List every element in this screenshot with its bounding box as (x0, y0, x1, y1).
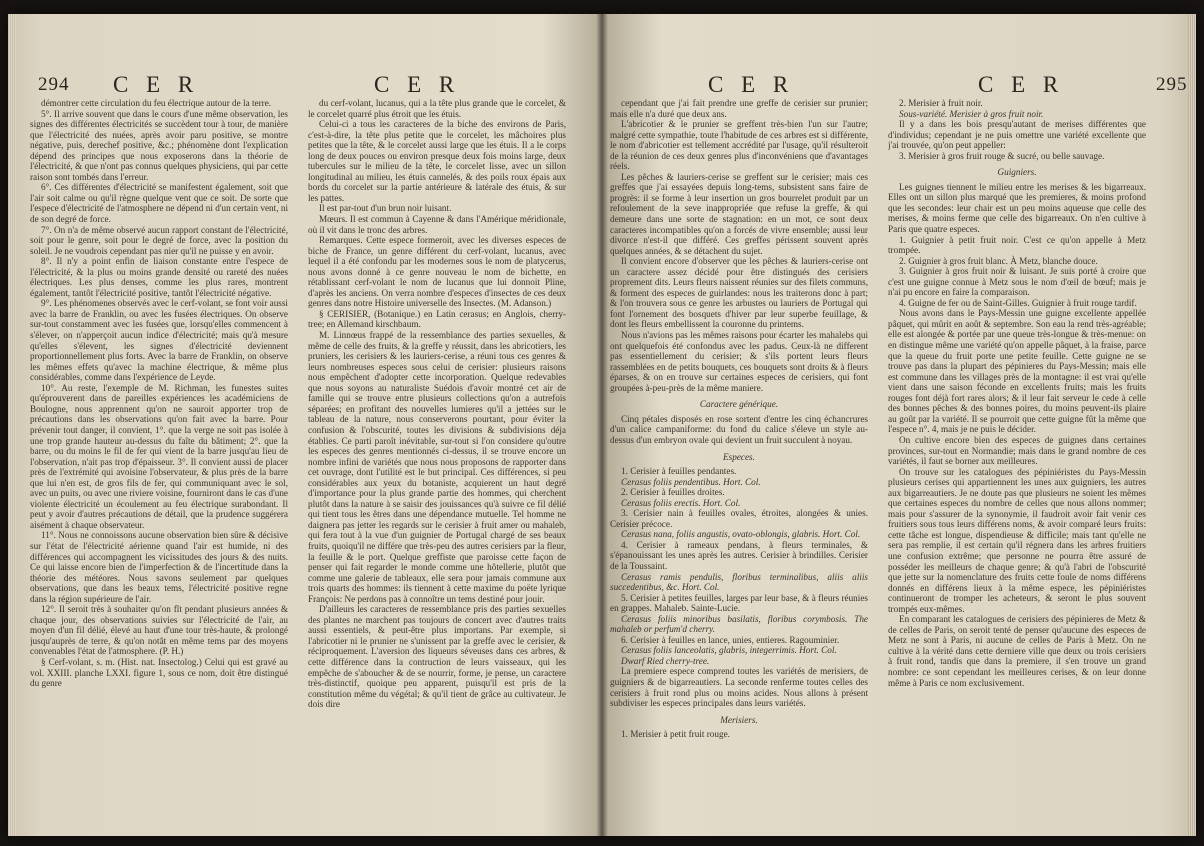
running-head: C E R (978, 72, 1065, 97)
paragraph: 3. Guignier à gros fruit noir & luisant. Je suis porté à croire que c'est une guigne connue à Metz sous le nom d'œil de bœuf; mais je n'ai pu encore en faire la comparaison. (888, 266, 1146, 298)
paragraph: Sous-variété. Merisier à gros fruit noir. (899, 108, 1044, 119)
paragraph: 6°. Ces différentes d'électricité se manifestent également, soit que l'air soit calme ou qu'il règne quelque vent que ce soit. De sorte que l'espece d'électricité de l'atmosphere ne dépend ni d'un certain vent, ni de son degré de force. (30, 182, 288, 225)
paragraph: Cerasus foliis lanceolatis, glabris, integerrimis. Hort. Col. (621, 645, 837, 656)
paragraph: Dwarf Ried cherry-tree. (621, 655, 710, 666)
paragraph: Les pêches & lauriers-cerise se greffent sur le cerisier; mais ces greffes que j'ai essayées depuis long-tems, subsistent sans faire de progrès: il se forme à leur insertion un gros bourrelet produit par un refoulement de la seve inappropriée que refuse la greffe, & qui demeure dans une sorte de stagnation: en un mot, ce sont deux caracteres incompatibles qu'on a forcés de vivre ensemble; aussi leur divorce n'est-il que différé. Ces greffes périssent souvent après quelques années, & se détachent du sujet. (610, 171, 868, 256)
paragraph: démontrer cette circulation du feu électrique autour de la terre. (41, 98, 272, 108)
paragraph: Remarques. Cette espece formeroit, avec les diverses especes de biche de France, un genre différent du cerf-volant, lucanus, avec lequel il a été confondu par les modernes sous le nom de platycerus, nous avons donné à ce genre nouveau le nom de bichette, en rétablissant cerf-volant le nom de lucanus que lui donnoit Pline, d'après les anciens. On verra nombre d'especes d'insectes de ces deux genres dans notre Histoire universelle des Insectes. (M. Adanson.) (308, 235, 566, 309)
paragraph: 5°. Il arrive souvent que dans le cours d'une même observation, les signes des différentes électricités se succèdent tour à tour, de manière que l'électricité des nuées, après avoir paru positive, se montre négative, puis, derechef positive, &c.; phénomène dont l'explication dépend des principes que nous exposerons dans la théorie de l'électricité, & que n'ont pas connus quelques physiciens, qui par cette raison sont tombés dans l'erreur. (30, 108, 288, 182)
paragraph: Il convient encore d'observer que les pêches & lauriers-cerise ont un caractere assez décidé pour être distingués des cerisiers proprement dits. Leurs fleurs naissent réunies sur des filets communs, & forment des especes de guirlandes: nous les traiterons donc à part; & l'on trouvera sous ce genre les arbustes ou lauriers de Portugal qui font l'ornement des bosquets d'hiver par leur superbe feuillage, & dont les fleurs embellissent la couronne du printems. (610, 256, 868, 330)
paragraph: L'abricotier & le prunier se greffent très-bien l'un sur l'autre; malgré cette sympathie, toute l'habitude de ces arbres est si différente, le nom d'abricotier est tellement accrédité par l'usage, qu'il résulteroit de la réunion de ces deux genres plus d'inconvéniens que d'avantages réels. (610, 119, 868, 172)
paragraph: 1. Merisier à petit fruit rouge. (621, 729, 730, 740)
paragraph: 3. Merisier à gros fruit rouge & sucré, ou belle sauvage. (899, 150, 1105, 161)
paragraph: Nous n'avions pas les mêmes raisons pour écarter les mahalebs qui ont quelquefois été confondus avec les padus. Ceux-là ne different pas essentiellement du cerisier; & s'ils portent leurs fleurs rassemblées en de petits bouquets, ces bouquets sont droits & à fleurs éparses, & on en trouve sur certaines especes de cerisiers, qui font groupées à-peu-près de la même maniere. (610, 330, 868, 393)
paragraph: 4. Guigne de fer ou de Saint-Gilles. Guignier à fruit rouge tardif. (899, 297, 1137, 308)
paragraph: M. Linnœus frappé de la ressemblance des parties sexuelles, & même de celle des fruits, & la greffe y réussit, dans les abricotiers, les pruniers, les cerisiers & les lauriers-cerise, a réuni tous ces genres & leurs nombreuses especes sous celui de cerisier: plusieurs raisons nous empêchent d'adopter cette incorporation. Quelque redevables que nous soyons au naturaliste Suédois d'avoir montré cet air de famille qui se trouve entre plusieurs collections qu'on a autrefois séparées; en profitant des nouvelles lumieres qu'il a jettées sur le tableau de la nature, nous conserverons pourtant, pour éviter la confusion & l'obscurité, toutes les divisions & subdivisions déja établies. Ce parti paroît inévitable, sur-tout si l'on considere qu'outre les especes des genres mentionnés ci-dessus, il se trouve encore un nombre infini de variétés que nous nous proposons de rapporter dans cet ouvrage, dont l'utilité est le but principal. Ces différences, si peu considérables aux yeux du botaniste, acquierent un haut degré d'importance pour la plus grande partie des hommes, qui cherchent plutôt dans la nature à se saisir des jouissances qu'à suivre ce fil délié qui tient tous les êtres dans une dépendance mutuelle. Tel homme ne daignera pas jetter les regards sur le cerisier à fruit amer ou mahaleb, qui fera tout à la vue d'un guignier de Portugal chargé de ses beaux fruits, quoiqu'il ne différe que très-peu des autres cerisiers par la fleur, la feuille & le port. Quelque greffiste que paroisse cette façon de penser qui fait regarder le monde comme une hôtellerie, plutôt que comme une galerie de tableaux, elle sera pour jamais commune aux trois quarts des hommes: ils tiennent à cette maxime du poëte lyrique François: Ne perdons pas à connoître un tems destiné pour jouir. (308, 330, 566, 604)
paragraph: 6. Cerisier à feuilles en lance, unies, entieres. Ragouminier. (621, 634, 840, 645)
paragraph: Cerasus foliis pendentibus. Hort. Col. (621, 476, 761, 487)
paragraph: Cerasus foliis minoribus basilatis, floribus corymbosis. The mahaleb or perfum'd cherry. (610, 613, 868, 635)
text-column (30, 98, 288, 813)
paragraph: Mœurs. Il est commun à Cayenne & dans l'Amérique méridionale, où il vit dans le tronc des arbres. (308, 214, 566, 235)
section-heading: Guigniers. (997, 167, 1037, 178)
paragraph: 12°. Il seroit très à souhaiter qu'on fît pendant plusieurs années & chaque jour, des observations suivies sur l'électricité de l'air, au moyen d'un fil délié, élevé au haut d'une tour très-haute, & prolongé jusqu'auprès de terre, & qu'on notât en même tems par des moyens convenables l'état de l'atmosphere. (P. H.) (30, 604, 288, 657)
paragraph: Il est par-tout d'un brun noir luisant. (319, 203, 452, 214)
paragraph: La premiere espece comprend toutes les variétés de merisiers, de guigniers & de bigarreautiers. La seconde renferme toutes celles des cerisiers à fruit rond plus ou moins acides. Nous allons à présent subdiviser les especes principales dans leurs variétés. (610, 666, 868, 709)
paragraph: Celui-ci a tous les caracteres de la biche des environs de Paris, c'est-à-dire, la tête plus petite que le corcelet, les mâchoires plus petites que la tête, & le corcelet aussi large que les étuis. Il a le corps long de deux pouces ou environ presque deux fois moins large, deux tubercules sur le milieu de la tête, le corcelet lisse, avec un sillon longitudinal au milieu, les étuis cannelés, & des poils roux épais aux bords du corcelet sur la partie antérieure & latérale des étuis, & sur les pattes. (308, 119, 566, 203)
paragraph: 2. Merisier à fruit noir. (899, 98, 983, 108)
page-number: 295 (1156, 74, 1188, 95)
paragraph: § CERISIER, (Botanique.) en Latin cerasus; en Anglois, cherry-tree; en Allemand kirschbaum. (308, 308, 566, 330)
section-heading: Especes. (723, 451, 755, 462)
section-heading: Merisiers. (720, 714, 758, 725)
paragraph: du cerf-volant, lucanus, qui a la tête plus grande que le corcelet, & le corcelet quarré plus étroit que les étuis. (308, 98, 566, 119)
paragraph: Il y a dans les bois presqu'autant de merises différentes que d'individus; cependant je ne puis omettre une variété excellente que j'ai trouvée, qu'on peut appeller: (888, 119, 1146, 151)
paragraph: cependant que j'ai fait prendre une greffe de cerisier sur prunier; mais elle n'a duré que deux ans. (610, 98, 868, 119)
paragraph: Nous avons dans le Pays-Messin une guigne excellente appellée pâquet, qui mûrit en août & septembre. Son eau la rend très-agréable; elle est alongée & portée par une queue très-longue & très-menue: on en distingue même une variété qu'on appelle pâquet, à la fraise, parce que la queue du fruit porte une petite feuille. Cette guigne ne se trouve pas dans la plupart des pépinieres du Pays-Messin; mais elle est commune dans les villages près de la montagne: il est vrai qu'elle vient dans une saison féconde en excellents fruits; mais les fruits rouges font déjà fort rares alors; & il leur fait serveur le cede à celle des bonnes pêches & des bonnes poires, du moins peuvent-ils plaire au goût par la variété. Il se pourroit que cette guigne fût la même que l'espece n°. 4, mais je ne puis le décider. (888, 308, 1146, 435)
text-column (610, 98, 868, 813)
paragraph: D'ailleurs les caracteres de ressemblance pris des parties sexuelles des plantes ne marchent pas toujours de concert avec d'autres traits aussi essentiels, & peut-être plus importans. Par exemple, si l'abricotier ni le prunier ne s'unissent par la greffe avec le cerisier, & réciproquement. L'aversion des liqueurs séveuses dans ces arbres, & cette différence dans la contruction de leurs vaisseaux, qui les empêche de s'aboucher & de se nourrir, forme, je pense, un caractere très-distinctif, quoique peu apparent, puisqu'il est pris de la constitution même du végétal; & qu'il tient de grâce au cultivateur. Je dois dire (308, 604, 566, 710)
paragraph: 4. Cerisier à rameaux pendans, à fleurs terminales, & s'épanouissant les unes après les autres. Cerisier à brindilles. Cerisier de la Toussaint. (610, 539, 868, 571)
right-page (608, 14, 1196, 836)
page-edges-right (1188, 14, 1196, 836)
paragraph: 3. Cerisier nain à feuilles ovales, étroites, alongées & unies. Cerisier précoce. (610, 508, 868, 529)
left-page (8, 14, 598, 836)
paragraph: 1. Guignier à petit fruit noir. C'est ce qu'on appelle à Metz trompée. (888, 234, 1146, 256)
running-head: C E R (708, 72, 795, 97)
paragraph: 2. Cerisier à feuilles droites. (621, 487, 725, 498)
paragraph: 1. Cerisier à feuilles pendantes. (621, 466, 737, 477)
paragraph: 8°. Il n'y a point enfin de liaison constante entre l'espece de l'électricité, & la plus ou moins grande densité ou rareté des nuées électriques. Les plus denses, comme les plus rares, montrent également, tantôt l'électricité positive, tantôt l'électricité négative. (30, 256, 288, 298)
paragraph: On cultive encore bien des especes de guignes dans certaines provinces, sur-tout en Normandie; mais dans le grand nombre de ces variétés, il faut se borner aux meilleures. (888, 434, 1146, 467)
paragraph: 7°. On n'a de même observé aucun rapport constant de l'électricité, soit pour le genre, soit pour le degré de force, avec la position du soleil. Je ne voudrois cependant pas nier qu'il ne puisse y en avoir. (30, 224, 288, 256)
paragraph: Cerasus ramis pendulis, floribus terminalibus, aliis aliis succedentibus, &c. Hort. Col. (610, 571, 868, 593)
open-book (8, 14, 1196, 836)
paragraph: 9°. Les phénomenes observés avec le cerf-volant, se font voir aussi avec la barre de Franklin, ou avec les fusées électriques. On observe sur-tout constamment avec les fusées que, lorsqu'elles commencent à s'élever, on n'apperçoit aucun indice d'électricité; mais qu'à mesure qu'elles s'élevent, les signes d'électricité deviennent proportionnellement plus forts. Avec la barre de Franklin, on observe les mêmes effets qu'avec la machine électrique, & même plus considérables, comme dans l'expérience de Leyde. (30, 298, 288, 383)
page-number: 294 (38, 74, 70, 95)
paragraph: Cerasus nana, foliis angustis, ovato-oblongis, glabris. Hort. Col. (621, 529, 861, 540)
text-column (308, 98, 566, 813)
paragraph: 10°. Au reste, l'exemple de M. Richman, les funestes suites qu'éprouverent dans de pareilles expériences les académiciens de Boulogne, nous apprennent qu'on ne sauroit apporter trop de précautions dans les observations qu'on fait avec la barre. Pour prévenir tout danger, il convient, 1°. que la verge ne soit pas isolée à une trop grande hauteur au-dessus du faîte du bâtiment; 2°. que la barre, ou du moins le fil de fer qui vient de la barre jusqu'au lieu de l'observation, n'ait pas trop d'épaisseur. 3°. Il convient aussi de placer près de l'extrémité qui avoisine l'observateur, & plus près de la barre que lui n'en est, de gros fils de fer, qui communiquant avec le sol, avec un puits, ou avec une riviere voisine, fourniront dans le cas d'une violente électricité un écoulement au feu électrique surabondant. Il peut y avoir d'autres précautions de détail, que la prudence suggérera aisément à chaque observateur. (30, 382, 288, 530)
running-head: C E R (374, 72, 461, 97)
paragraph: § Cerf-volant, s. m. (Hist. nat. Insectolog.) Celui qui est gravé au vol. XXIII. planche LXXI. figure 1, sous ce nom, doit être distingué du genre (30, 656, 288, 689)
paragraph: 5. Cerisier à petites feuilles, larges par leur base, & à fleurs réunies en grappes. Mahaleb. Sainte-Lucie. (610, 592, 868, 614)
paragraph: 2. Guignier à gros fruit blanc. À Metz, blanche douce. (899, 255, 1098, 266)
paragraph: 11°. Nous ne connoissons aucune observation bien sûre & décisive sur l'état de l'électricité aérienne quand l'air est humide, ni des différences qui accompagnent les vicissitudes des jours & des nuits. Ce qui laisse encore bien de l'imperfection & de l'incertitude dans la théorie des météores. Nous savons seulement par quelques observations, que dans les beaux tems, l'électricité positive regne dans la région supérieure de l'air. (30, 530, 288, 604)
paragraph: On trouve sur les catalogues des pépiniéristes du Pays-Messin plusieurs cerises qui appartiennent les unes aux guigniers, les autres aux bigarreautiers. Je ne doute pas que plusieurs ne soient les mêmes que certaines especes du nombre de celles que nous allons nommer; mais pour s'assurer de la synonymie, il faudroit avoir fait venir ces fruitiers sous tous leurs différens noms, & avoir comparé leurs fruits: cette tâche est longue, dispendieuse & difficile; mais tant qu'elle ne sera pas remplie, il est certain qu'il régnera dans les arbres fruitiers une confusion extrême; que personne ne pourra être assuré de posséder les meilleurs de chaque genre; & qu'à l'abri de l'obscurité que jette sur la nomenclature des fruits cette foule de noms différens donnés en différens lieux à la même espece, les pépiniéristes continueront de tromper les acheteurs, & seront le plus souvent trompés eux-mêmes. (888, 466, 1146, 614)
paragraph: Cinq pétales disposés en rose sortent d'entre les cinq échancrures d'un calice campaniforme: du fond du calice s'éleve un style au-dessus d'un embryon ovale qui devient un fruit succulent à noyau. (610, 413, 868, 445)
running-head: C E R (113, 72, 200, 97)
section-heading: Caractere générique. (699, 399, 779, 410)
paragraph: En comparant les catalogues de cerisiers des pépinieres de Metz & de celles de Paris, on seroit tenté de penser qu'aucune des especes de Metz ne sont à Paris, ni aucune de celles de Paris à Metz. On ne cultive à la vérité dans cette derniere ville que deux ou trois cerisiers à fruit rond, tandis que dans la premiere, il s'en trouve un grand nombre: ce sont cependant les meilleures cerises, & on leur donne même à Paris ce nom exclusivement. (888, 614, 1146, 688)
paragraph: Les guignes tiennent le milieu entre les merises & les bigarreaux. Elles ont un sillon plus marqué que les premieres, & moins profond que les secondes: leur chair est un peu moins aqueuse que celle des merises, & moins ferme que celle des bigarreaux. On n'en cultive à Paris que quatre especes. (888, 181, 1146, 235)
paragraph: Cerasus foliis erectis. Hort. Col. (621, 497, 741, 508)
text-column (888, 98, 1146, 813)
